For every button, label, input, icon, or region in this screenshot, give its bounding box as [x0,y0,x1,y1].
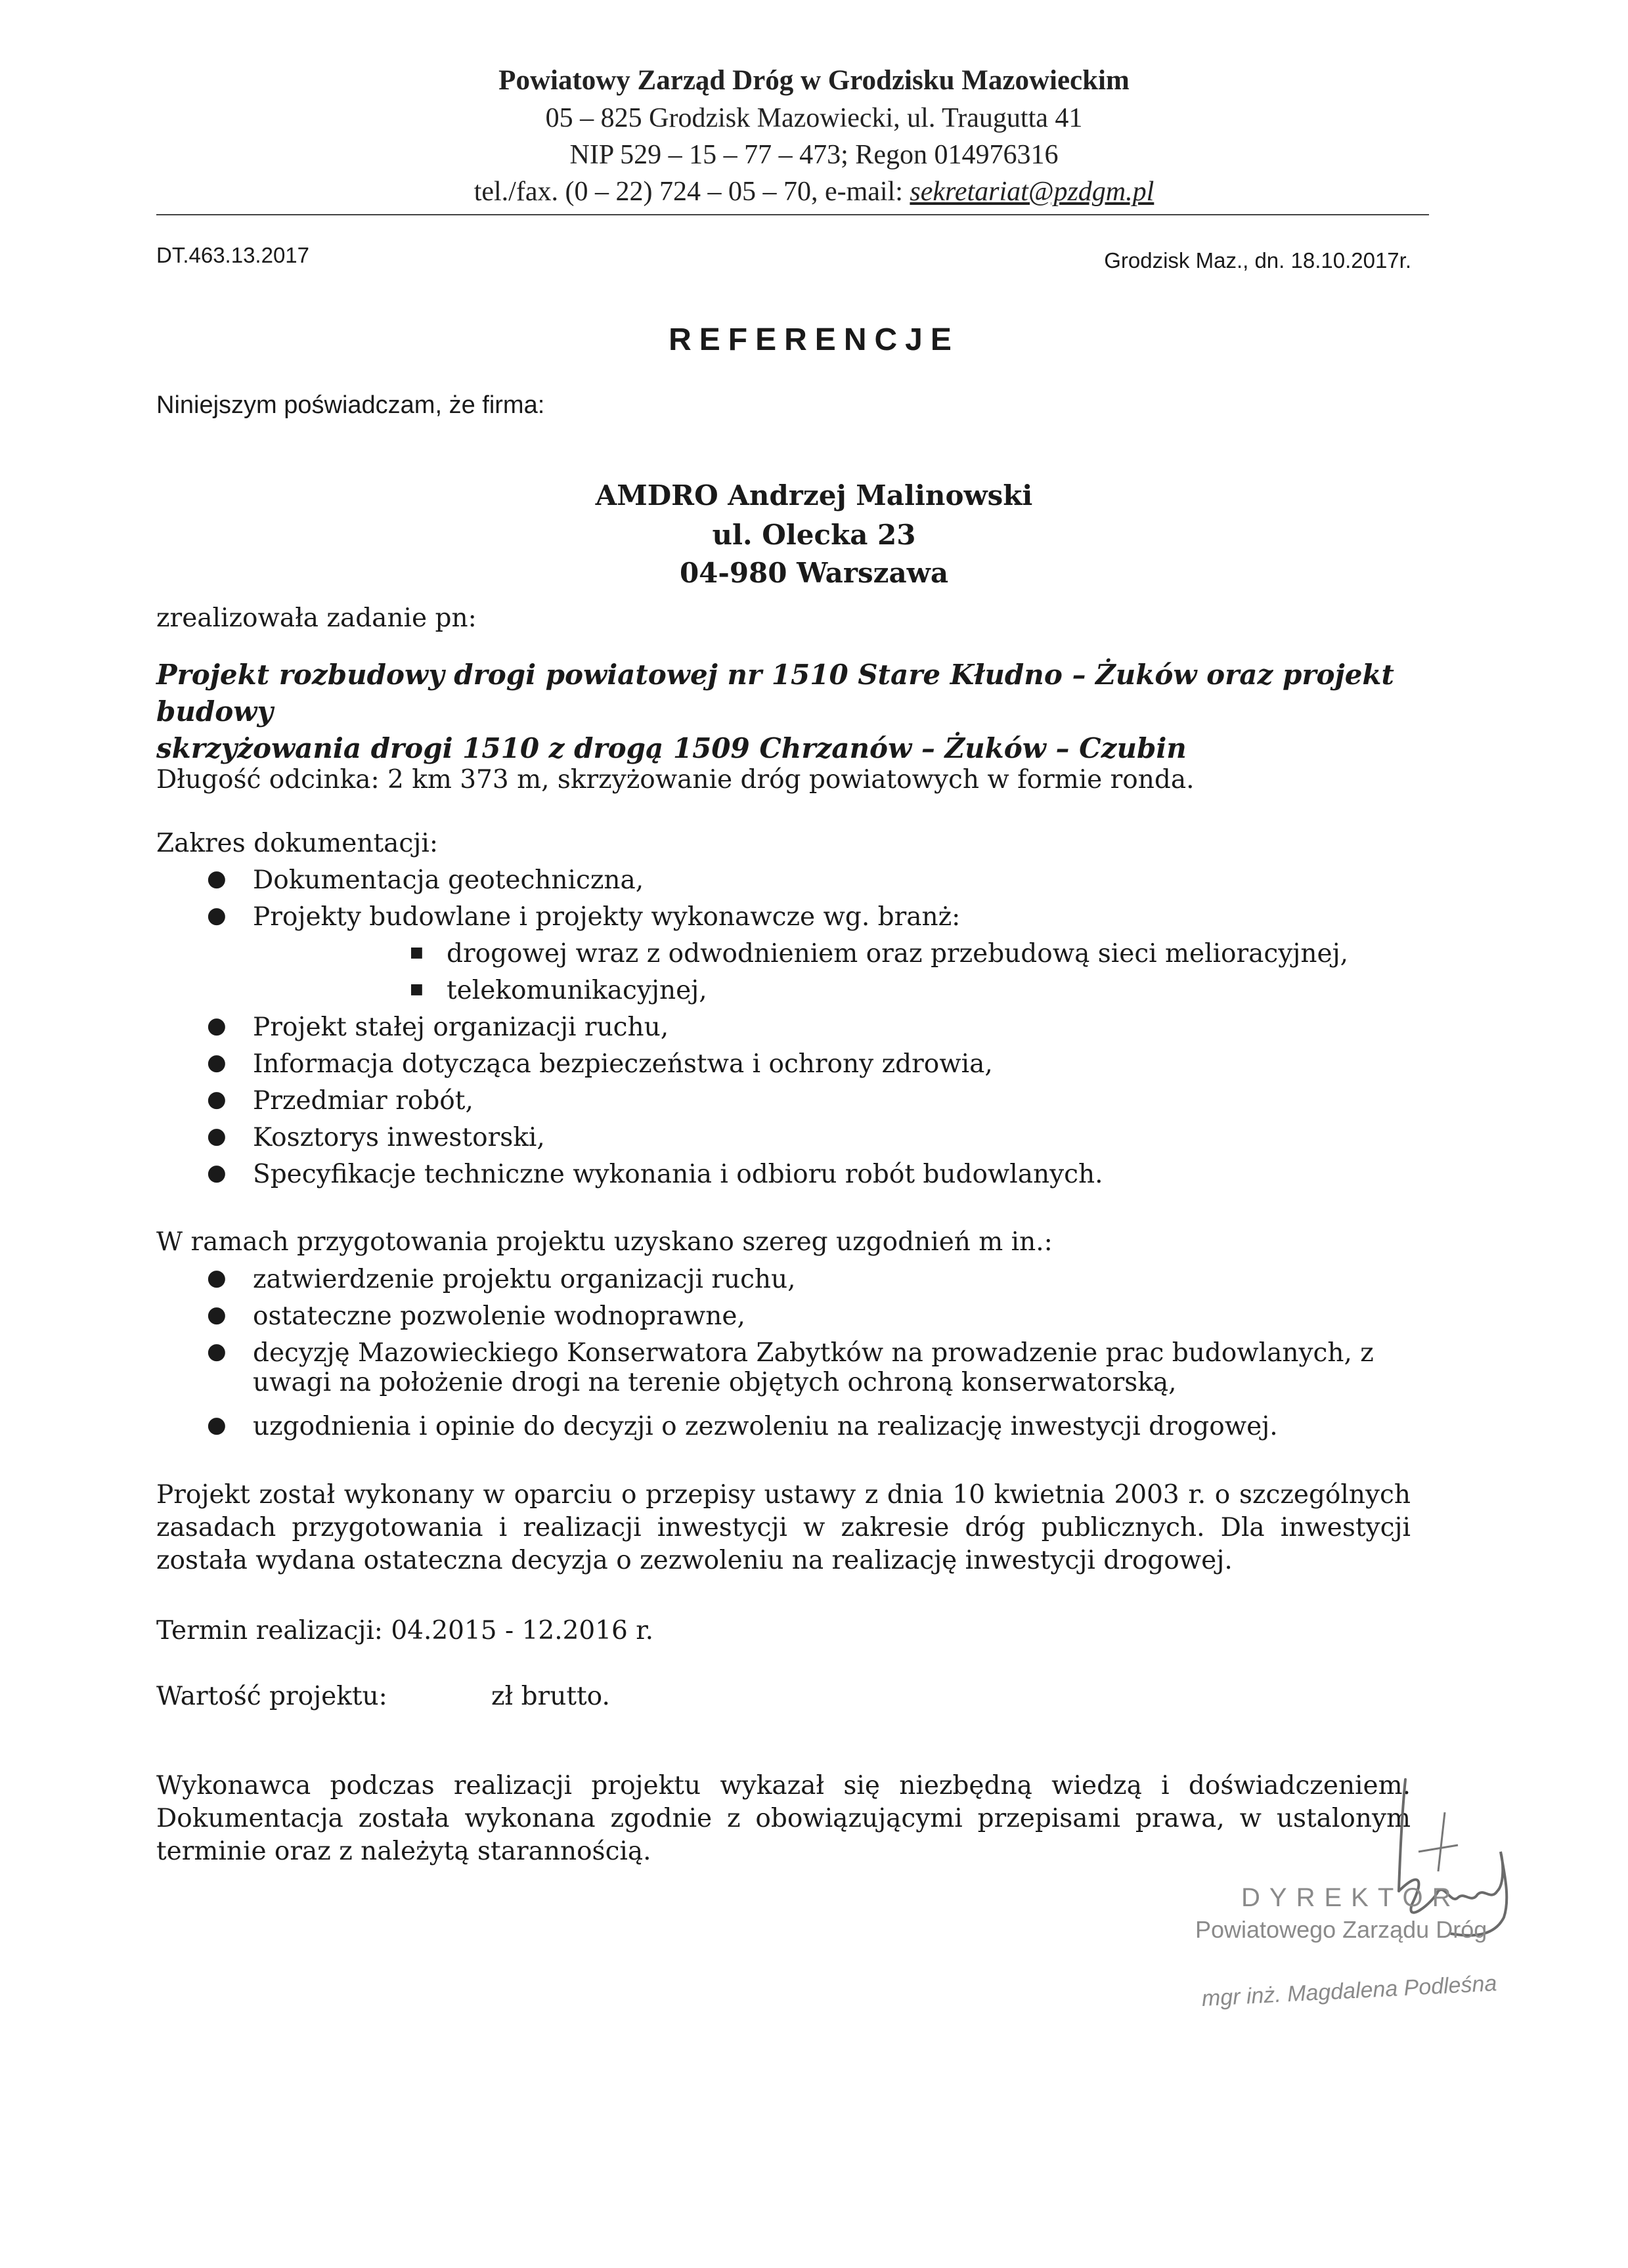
scope-heading: Zakres dokumentacji: [156,829,438,858]
reference-number: DT.463.13.2017 [156,243,310,267]
list-item: ● Projekt stałej organizacji ruchu, [207,1013,669,1042]
stamp-signatory-name: mgr inż. Magdalena Podleśna [1200,1971,1498,2011]
list-item: ● zatwierdzenie projektu organizacji ruchu, [207,1265,796,1294]
stamp-title: DYREKTOR [1241,1883,1461,1912]
place-date: Grodzisk Maz., dn. 18.10.2017r. [1104,248,1411,273]
scope-list-continued [207,1013,1435,1196]
task-title-line-1: Projekt rozbudowy drogi powiatowej nr 1510 Stare Kłudno – Żuków oraz projekt budowy [156,659,1394,728]
letterhead-ids: NIP 529 – 15 – 77 – 473; Regon 014976316 [569,140,1059,170]
bullet-icon: ● [207,1301,227,1328]
value-unit: zł brutto. [491,1682,610,1711]
list-item: ● decyzję Mazowieckiego Konserwatora Zabytków na prowadzenie prac budowlanych, z uwagi na położenie drogi na terenie objętych ochroną konserwatorską, [207,1338,1374,1397]
bullet-icon: ● [207,1013,227,1039]
value-label: Wartość projektu: [156,1682,387,1711]
letterhead-divider [156,214,1429,215]
approvals-heading: W ramach przygotowania projektu uzyskano szereg uzgodnień m in.: [156,1227,1053,1257]
term-text: Termin realizacji: 04.2015 - 12.2016 r. [156,1616,654,1646]
bullet-icon: ● [207,1338,227,1364]
bullet-icon: ● [207,902,227,928]
firm-city: 04-980 Warszawa [679,557,949,589]
square-bullet-icon: ■ [410,944,424,961]
firm-name: AMDRO Andrzej Malinowski [595,479,1033,512]
task-title-line-2: skrzyżowania drogi 1510 z drogą 1509 Chrzanów – Żuków – Czubin [156,732,1187,764]
task-intro: zrealizowała zadanie pn: [156,603,477,633]
bullet-icon: ● [207,1123,227,1149]
task-title [156,657,1430,767]
letterhead-email-link[interactable]: sekretariat@pzdgm.pl [910,177,1155,207]
list-item: ● Specyfikacje techniczne wykonania i odbioru robót budowlanych. [207,1160,1103,1189]
legal-paragraph: Projekt został wykonany w oparciu o przepisy ustawy z dnia 10 kwietnia 2003 r. o szczególnych zasadach przygotowania i realizacji inwestycji w zakresie dróg publicznych. Dla inwestycji została wydana ostateczna decyzja o zezwoleniu na realizację inwestycji drogowej. [156,1480,1411,1575]
bullet-icon: ● [207,1265,227,1291]
list-item: ● Dokumentacja geotechniczna, [207,865,644,895]
letterhead-phone: tel./fax. (0 – 22) 724 – 05 – 70, e-mail: [473,177,910,207]
list-item: ■ telekomunikacyjnej, [410,976,707,1005]
firm-street: ul. Olecka 23 [712,519,916,551]
bullet-icon: ● [207,1160,227,1186]
list-item: ● Projekty budowlane i projekty wykonawcze wg. branż: [207,902,961,932]
bullet-icon: ● [207,865,227,892]
stamp-organization: Powiatowego Zarządu Dróg [1195,1916,1487,1943]
document-title: REFERENCJE [669,322,959,357]
scope-list [207,865,1435,939]
square-bullet-icon: ■ [410,981,424,997]
closing-paragraph: Wykonawca podczas realizacji projektu wykazał się niezbędną wiedzą i doświadczeniem. Dokumentacja została wykonana zgodnie z obowiązującymi przepisami prawa, w ustalonym terminie oraz z należytą starannością. [156,1771,1411,1866]
approvals-list [207,1265,1428,1449]
intro-text: Niniejszym poświadczam, że firma: [156,391,545,419]
bullet-icon: ● [207,1086,227,1112]
bullet-icon: ● [207,1049,227,1076]
list-item: ● ostateczne pozwolenie wodnoprawne, [207,1301,745,1331]
letterhead-address: 05 – 825 Grodzisk Mazowiecki, ul. Traugutta 41 [545,103,1083,133]
length-text: Długość odcinka: 2 km 373 m, skrzyżowanie dróg powiatowych w formie ronda. [156,765,1195,795]
list-item: ● Przedmiar robót, [207,1086,473,1116]
list-item: ■ drogowej wraz z odwodnieniem oraz przebudową sieci melioracyjnej, [410,939,1349,969]
list-item: ● Informacja dotycząca bezpieczeństwa i ochrony zdrowia, [207,1049,993,1079]
list-item: ● uzgodnienia i opinie do decyzji o zezwoleniu na realizację inwestycji drogowej. [207,1412,1278,1441]
list-item: ● Kosztorys inwestorski, [207,1123,545,1152]
bullet-icon: ● [207,1412,227,1438]
letterhead-name: Powiatowy Zarząd Dróg w Grodzisku Mazowieckim [498,65,1130,96]
letterhead-contact [0,176,1628,207]
scope-sublist [410,939,1432,1013]
